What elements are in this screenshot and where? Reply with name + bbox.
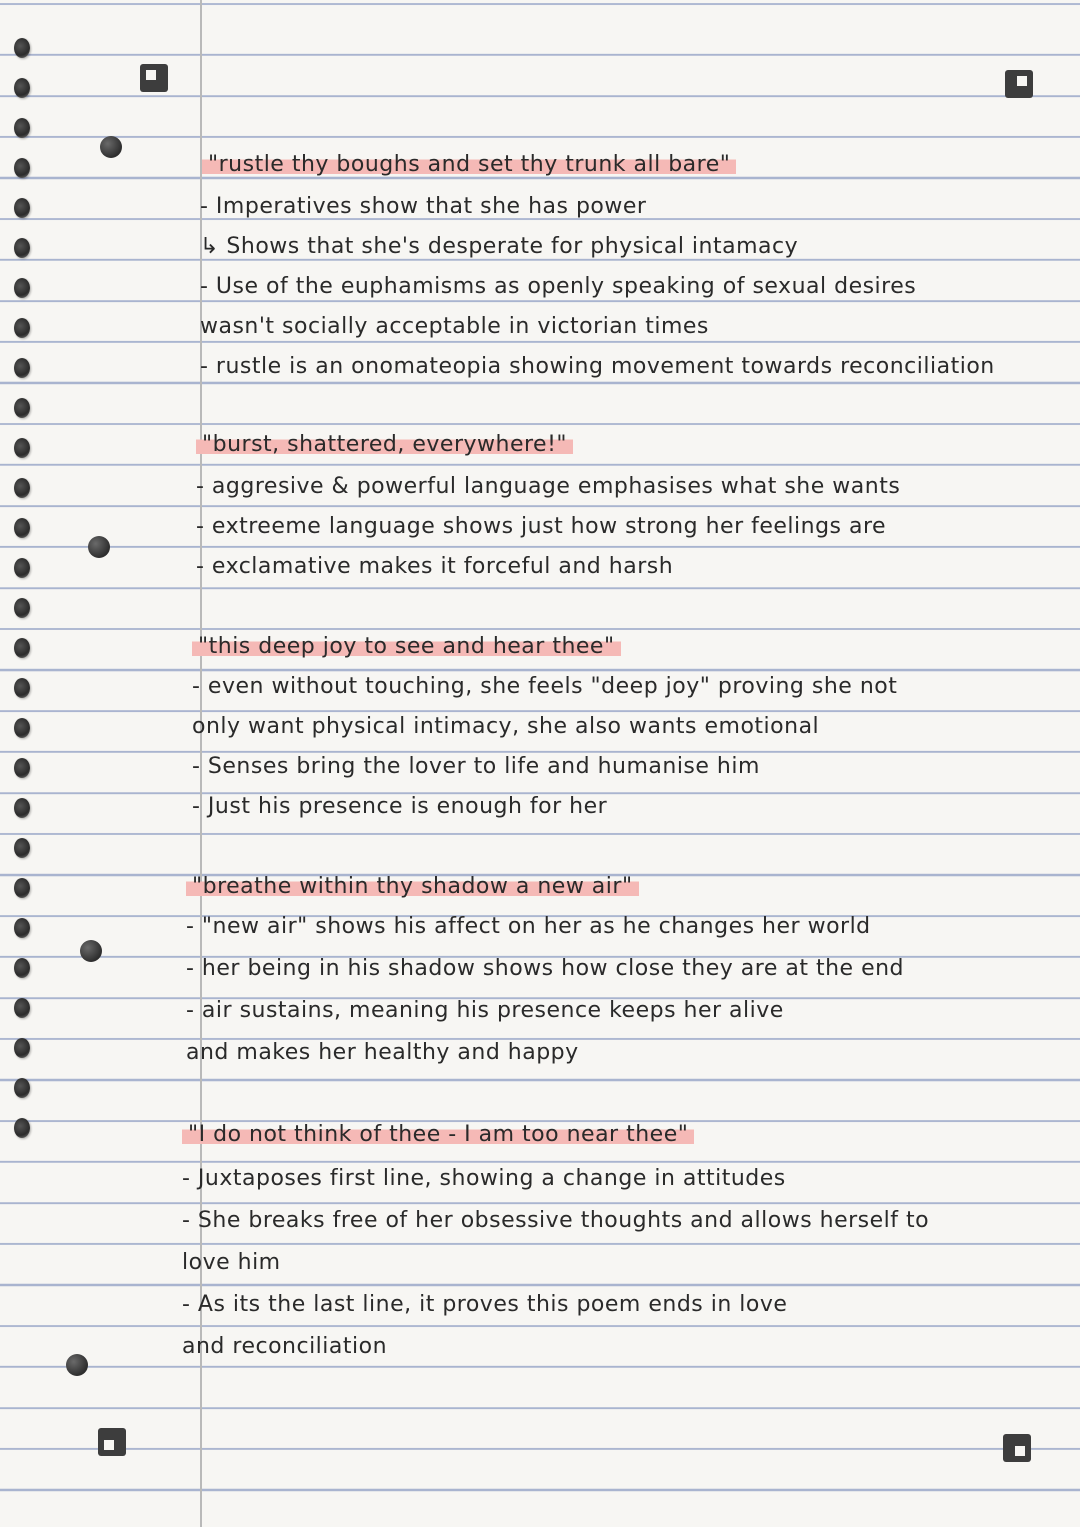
note-line: - extreeme language shows just how strong her feelings are — [196, 514, 887, 539]
note-line: - As its the last line, it proves this poem ends in love — [182, 1292, 788, 1317]
note-line: and makes her healthy and happy — [186, 1040, 579, 1065]
punch-hole-2 — [88, 536, 110, 558]
note-line: - Juxtaposes first line, showing a change in attitudes — [182, 1166, 786, 1191]
note-line: - Just his presence is enough for her — [192, 794, 608, 819]
note-line: - her being in his shadow shows how close they are at the end — [186, 956, 905, 981]
corner-mark-top-left — [140, 64, 168, 92]
punch-hole-1 — [100, 136, 122, 158]
note-line: - "new air" shows his affect on her as he changes her world — [186, 914, 871, 939]
spiral-binding — [0, 30, 60, 1510]
quote-5: "I do not think of thee - I am too near thee" — [182, 1122, 694, 1147]
note-line: - Senses bring the lover to life and humanise him — [192, 754, 760, 779]
note-line: - air sustains, meaning his presence keeps her alive — [186, 998, 784, 1023]
note-line: - Use of the euphamisms as openly speaking of sexual desires — [200, 274, 917, 299]
note-line: and reconciliation — [182, 1334, 388, 1359]
quote-2: "burst, shattered, everywhere!" — [196, 432, 573, 457]
punch-hole-3 — [80, 940, 102, 962]
corner-mark-bottom-right — [1003, 1434, 1031, 1462]
note-line: love him — [182, 1250, 281, 1275]
quote-4: "breathe within thy shadow a new air" — [186, 874, 639, 899]
note-line: - even without touching, she feels "deep joy" proving she not — [192, 674, 898, 699]
note-line: - aggresive & powerful language emphasises what she wants — [196, 474, 901, 499]
corner-mark-top-right — [1005, 70, 1033, 98]
quote-3: "this deep joy to see and hear thee" — [192, 634, 621, 659]
note-line: - rustle is an onomateopia showing movement towards reconciliation — [200, 354, 995, 379]
corner-mark-bottom-left — [98, 1428, 126, 1456]
punch-hole-4 — [66, 1354, 88, 1376]
note-line: - Imperatives show that she has power — [200, 194, 647, 219]
note-line: only want physical intimacy, she also wants emotional — [192, 714, 820, 739]
note-line: - She breaks free of her obsessive thoughts and allows herself to — [182, 1208, 930, 1233]
note-line: ↳ Shows that she's desperate for physical intamacy — [200, 234, 799, 259]
note-line: - exclamative makes it forceful and harsh — [196, 554, 674, 579]
quote-1: "rustle thy boughs and set thy trunk all bare" — [202, 152, 736, 177]
note-line: wasn't socially acceptable in victorian times — [200, 314, 709, 339]
